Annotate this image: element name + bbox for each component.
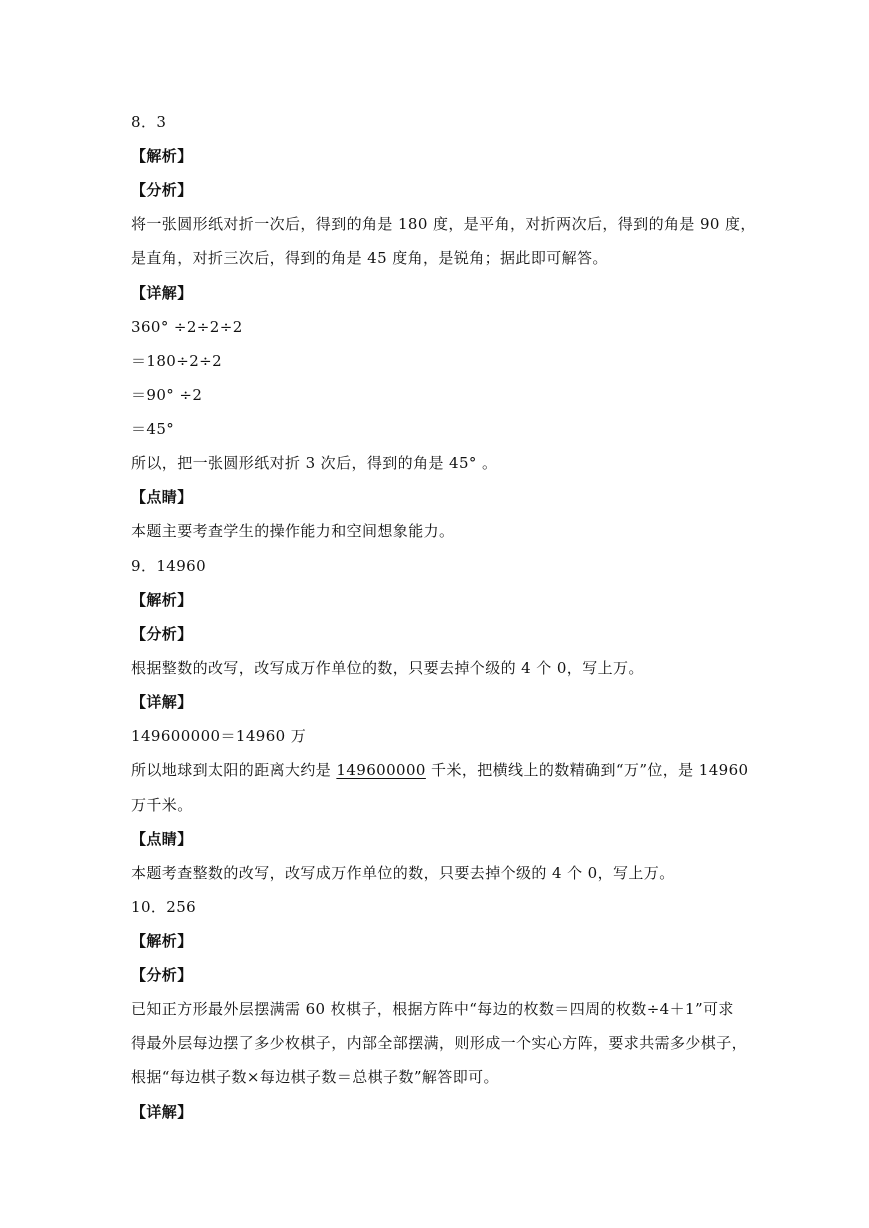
- q8-calc-1: 360° ÷2÷2÷2: [131, 318, 243, 336]
- q9-result-line-1: [131, 760, 748, 780]
- q8-tag-dianjing: 【点睛】: [131, 488, 193, 506]
- q8-calc-4: ＝45°: [131, 420, 175, 438]
- q10-analysis-line-3: 根据“每边棋子数×每边棋子数＝总棋子数”解答即可。: [131, 1068, 499, 1086]
- q9-result-post: 千米，把横线上的数精确到“万”位，是 14960: [425, 761, 749, 779]
- q9-tag-dianjing: 【点睛】: [131, 830, 193, 848]
- q8-calc-2: ＝180÷2÷2: [131, 352, 223, 370]
- q10-analysis-line-2: 得最外层每边摆了多少枚棋子，内部全部摆满，则形成一个实心方阵，要求共需多少棋子，: [131, 1034, 748, 1052]
- q9-tag-fenxi: 【分析】: [131, 625, 193, 643]
- q8-analysis-line-2: 是直角，对折三次后，得到的角是 45 度角，是锐角；据此即可解答。: [131, 249, 608, 267]
- q9-tag-xiangjie: 【详解】: [131, 693, 193, 711]
- q9-result-pre: 所以地球到太阳的距离大约是: [131, 761, 337, 779]
- q8-tag-xiangjie: 【详解】: [131, 284, 193, 302]
- q8-comment: 本题主要考查学生的操作能力和空间想象能力。: [131, 522, 455, 540]
- q8-answer: 8．3: [131, 113, 167, 131]
- q8-tag-fenxi: 【分析】: [131, 181, 193, 199]
- q8-calc-3: ＝90° ÷2: [131, 386, 203, 404]
- q10-tag-xiangjie: 【详解】: [131, 1103, 193, 1121]
- q8-analysis-line-1: 将一张圆形纸对折一次后，得到的角是 180 度，是平角，对折两次后，得到的角是 90 度，: [131, 215, 756, 233]
- q9-result-line-2: 万千米。: [131, 796, 193, 814]
- q9-analysis: 根据整数的改写，改写成万作单位的数，只要去掉个级的 4 个 0，写上万。: [131, 659, 644, 677]
- q10-tag-jiexi: 【解析】: [131, 932, 193, 950]
- q9-result-underlined-number: 149600000: [336, 761, 426, 779]
- q8-tag-jiexi: 【解析】: [131, 147, 193, 165]
- q10-answer: 10．256: [131, 898, 197, 916]
- q9-calc: 149600000＝14960 万: [131, 727, 307, 745]
- q9-comment: 本题考查整数的改写，改写成万作单位的数，只要去掉个级的 4 个 0，写上万。: [131, 864, 675, 882]
- q10-tag-fenxi: 【分析】: [131, 966, 193, 984]
- q9-answer: 9．14960: [131, 557, 207, 575]
- q9-tag-jiexi: 【解析】: [131, 591, 193, 609]
- q8-conclusion: 所以，把一张圆形纸对折 3 次后，得到的角是 45° 。: [131, 454, 498, 472]
- q10-analysis-line-1: 已知正方形最外层摆满需 60 枚棋子，根据方阵中“每边的枚数＝四周的枚数÷4＋1”可求: [131, 1000, 734, 1018]
